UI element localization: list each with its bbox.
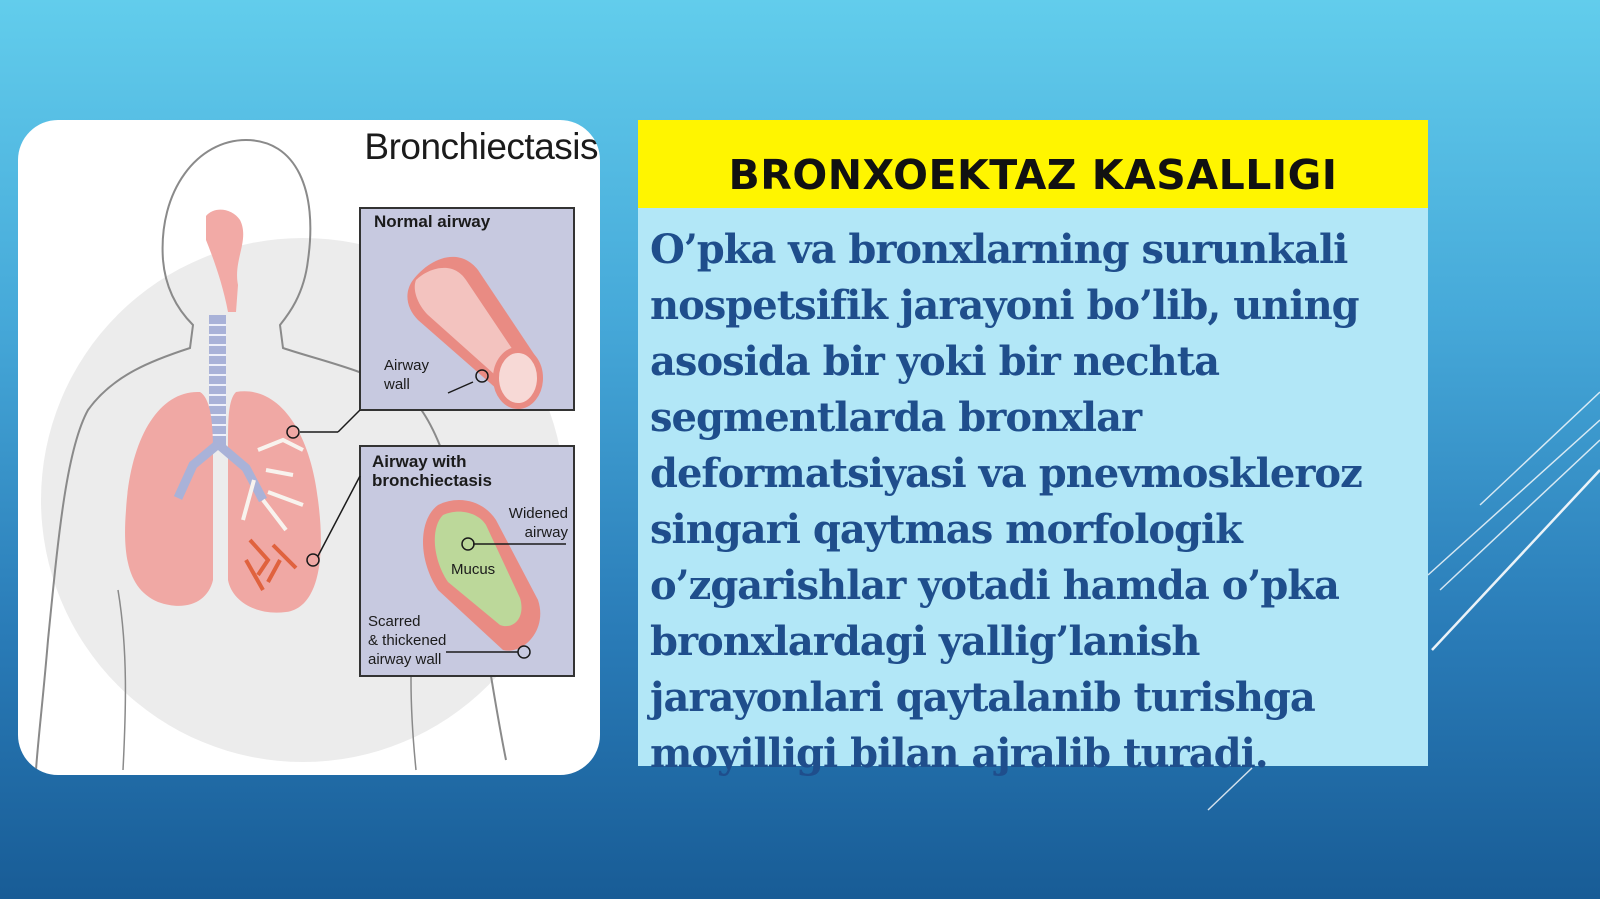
mucus-callout: Mucus [451,561,496,578]
anatomy-illustration [18,120,600,775]
airway-wall-callout: Airway wall [384,357,430,393]
slide-title: BRONXOEKTAZ KASALLIGI [728,151,1338,199]
slide-body-text: O’pka va bronxlarning surunkali nospetsifik jarayoni bo’lib, uning asosida bir yoki bir nechta segmentlarda bronxlar deformatsiyasi va pnevmoskleroz singari qaytmas morfologik o’zgarishlar yotadi hamda o’pka bronxlardagi yallig’lanish jarayonlari qaytalanib turishga moyilligi bilan ajralib turadi. [650,226,1362,777]
slide-body-panel [638,208,1428,777]
widened-airway-callout: Widened airway [508,505,568,541]
bronchiectasis-figure [18,120,600,775]
bronchiectasis-airway-label: Airway with bronchiectasis [372,452,492,490]
figure-title: Bronchiectasis [364,126,598,167]
slide-title-banner [638,120,1428,208]
normal-airway-label: Normal airway [374,212,491,231]
scarred-wall-callout: Scarred & thickened airway wall [368,613,447,668]
